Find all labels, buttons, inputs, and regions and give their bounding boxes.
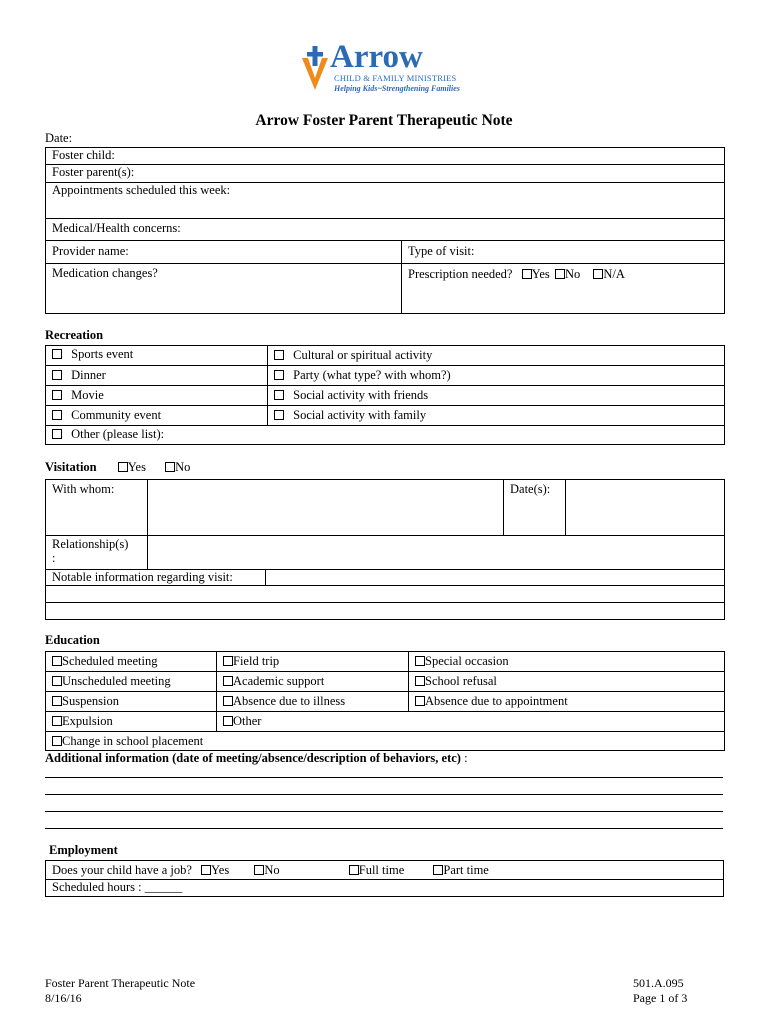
recreation-movie-cell xyxy=(46,386,268,406)
suspension-checkbox[interactable] xyxy=(52,696,62,706)
edu-cell xyxy=(217,692,409,712)
dates-label: Date(s): xyxy=(510,482,551,496)
scheduled-hours-label: Scheduled hours : ______ xyxy=(52,880,183,894)
notable-label-cell xyxy=(46,570,266,586)
community-event-label: Community event xyxy=(71,408,162,422)
expulsion-checkbox[interactable] xyxy=(52,716,62,726)
medical-label: Medical/Health concerns: xyxy=(52,221,181,235)
foster-child-field[interactable] xyxy=(46,148,725,165)
recreation-sports-cell xyxy=(46,346,268,366)
additional-line-1[interactable] xyxy=(45,777,723,778)
visitation-no-label: No xyxy=(175,460,191,474)
additional-info xyxy=(45,751,468,766)
prescription-na-checkbox[interactable] xyxy=(593,269,603,279)
social-family-checkbox[interactable] xyxy=(274,410,284,420)
type-of-visit-field[interactable] xyxy=(402,241,725,264)
footer-page-number: Page 1 of 3 xyxy=(633,991,688,1005)
visitation-yes-label: Yes xyxy=(127,460,146,474)
social-friends-checkbox[interactable] xyxy=(274,390,284,400)
suspension-label: Suspension xyxy=(62,694,119,708)
prescription-yes-checkbox[interactable] xyxy=(522,269,532,279)
footer-right xyxy=(633,976,687,1006)
edu-cell xyxy=(409,652,725,672)
academic-support-label: Academic support xyxy=(233,674,325,688)
recreation-friends-cell xyxy=(268,386,725,406)
additional-line-2[interactable] xyxy=(45,794,723,795)
recreation-party-cell xyxy=(268,366,725,386)
dates-field[interactable] xyxy=(566,480,725,536)
job-no-label: No xyxy=(264,863,280,877)
edu-cell xyxy=(217,712,725,732)
appointments-label: Appointments scheduled this week: xyxy=(52,183,231,197)
provider-label: Provider name: xyxy=(52,244,129,258)
job-question-label: Does your child have a job? xyxy=(52,863,192,877)
movie-label: Movie xyxy=(71,388,104,402)
edu-cell xyxy=(46,692,217,712)
prescription-na-label: N/A xyxy=(603,267,625,281)
sports-event-checkbox[interactable] xyxy=(52,349,62,359)
prescription-no-checkbox[interactable] xyxy=(555,269,565,279)
visitation-no-checkbox[interactable] xyxy=(165,462,175,472)
visitation-yes-checkbox[interactable] xyxy=(118,462,128,472)
provider-field[interactable] xyxy=(46,241,402,264)
employment-table xyxy=(45,860,724,897)
edu-cell xyxy=(409,692,725,712)
change-placement-label: Change in school placement xyxy=(62,734,204,748)
recreation-other-cell xyxy=(46,426,725,445)
appointments-field[interactable] xyxy=(46,183,725,219)
change-placement-checkbox[interactable] xyxy=(52,736,62,746)
relationship-colon: : xyxy=(52,551,56,565)
relationship-label-cell xyxy=(46,536,148,570)
logo-name: Arrow xyxy=(330,39,423,75)
education-table xyxy=(45,651,725,751)
foster-child-label: Foster child: xyxy=(52,148,115,162)
visitation-heading: Visitation xyxy=(45,460,97,474)
recreation-family-cell xyxy=(268,406,725,426)
notable-line-1[interactable] xyxy=(46,586,725,603)
arrow-logo-icon xyxy=(300,44,330,94)
edu-cell xyxy=(46,652,217,672)
footer-form-number: 501.A.095 xyxy=(633,976,684,990)
employment-question-cell xyxy=(46,861,724,880)
scheduled-meeting-label: Scheduled meeting xyxy=(62,654,158,668)
footer-date: 8/16/16 xyxy=(45,991,82,1005)
scheduled-meeting-checkbox[interactable] xyxy=(52,656,62,666)
party-checkbox[interactable] xyxy=(274,370,284,380)
with-whom-label-cell xyxy=(46,480,148,536)
academic-support-checkbox[interactable] xyxy=(223,676,233,686)
recreation-table xyxy=(45,345,725,445)
additional-line-3[interactable] xyxy=(45,811,723,812)
additional-line-4[interactable] xyxy=(45,828,723,829)
medication-changes-field[interactable] xyxy=(46,264,402,314)
edu-cell xyxy=(46,732,725,751)
job-yes-label: Yes xyxy=(211,863,230,877)
date-label: Date: xyxy=(45,131,73,145)
medication-changes-label: Medication changes? xyxy=(52,266,158,280)
social-family-label: Social activity with family xyxy=(293,408,427,422)
special-occasion-checkbox[interactable] xyxy=(415,656,425,666)
field-trip-checkbox[interactable] xyxy=(223,656,233,666)
recreation-community-cell xyxy=(46,406,268,426)
notable-line-2[interactable] xyxy=(46,603,725,620)
absence-illness-checkbox[interactable] xyxy=(223,696,233,706)
medical-field[interactable] xyxy=(46,219,725,241)
part-time-checkbox[interactable] xyxy=(433,865,443,875)
notable-field[interactable] xyxy=(266,570,725,586)
unscheduled-meeting-label: Unscheduled meeting xyxy=(62,674,171,688)
relationship-field[interactable] xyxy=(148,536,725,570)
visitation-header xyxy=(45,460,190,475)
footer-form-name: Foster Parent Therapeutic Note xyxy=(45,976,196,990)
footer-left xyxy=(45,976,195,1006)
absence-appointment-checkbox[interactable] xyxy=(415,696,425,706)
cultural-activity-label: Cultural or spiritual activity xyxy=(293,348,433,362)
dinner-checkbox[interactable] xyxy=(52,370,62,380)
page-title: Arrow Foster Parent Therapeutic Note xyxy=(255,112,513,129)
edu-cell xyxy=(217,652,409,672)
sports-event-label: Sports event xyxy=(71,347,134,361)
absence-illness-label: Absence due to illness xyxy=(233,694,346,708)
additional-info-label: Additional information (date of meeting/absence/description of behaviors, etc) xyxy=(45,751,461,765)
prescription-label: Prescription needed? xyxy=(408,267,513,281)
party-label: Party (what type? with whom?) xyxy=(293,368,451,382)
general-info-table xyxy=(45,147,725,314)
with-whom-label: With whom: xyxy=(52,482,115,496)
prescription-no-label: No xyxy=(564,267,581,281)
field-trip-label: Field trip xyxy=(233,654,280,668)
education-heading: Education xyxy=(45,633,100,647)
other-recreation-checkbox[interactable] xyxy=(52,429,62,439)
relationship-label: Relationship(s) xyxy=(52,537,129,551)
full-time-checkbox[interactable] xyxy=(349,865,359,875)
recreation-cultural-cell xyxy=(268,346,725,366)
part-time-label: Part time xyxy=(443,863,489,877)
movie-checkbox[interactable] xyxy=(52,390,62,400)
foster-parents-label: Foster parent(s): xyxy=(52,165,135,179)
special-occasion-label: Special occasion xyxy=(425,654,509,668)
edu-cell xyxy=(409,672,725,692)
school-refusal-checkbox[interactable] xyxy=(415,676,425,686)
scheduled-hours-cell[interactable] xyxy=(46,880,724,897)
other-education-checkbox[interactable] xyxy=(223,716,233,726)
expulsion-label: Expulsion xyxy=(62,714,113,728)
job-yes-checkbox[interactable] xyxy=(201,865,211,875)
prescription-field xyxy=(402,264,725,314)
logo xyxy=(298,39,468,98)
logo-subtitle: CHILD & FAMILY MINISTRIES xyxy=(334,73,457,83)
logo-tagline: Helping Kids~Strengthening Families xyxy=(334,84,460,93)
type-of-visit-label: Type of visit: xyxy=(408,244,475,258)
job-no-checkbox[interactable] xyxy=(254,865,264,875)
social-friends-label: Social activity with friends xyxy=(293,388,429,402)
absence-appointment-label: Absence due to appointment xyxy=(425,694,568,708)
dates-label-cell xyxy=(504,480,566,536)
edu-cell xyxy=(217,672,409,692)
other-recreation-label: Other (please list): xyxy=(71,427,165,441)
edu-cell xyxy=(46,672,217,692)
foster-parents-field[interactable] xyxy=(46,165,725,183)
other-education-label: Other xyxy=(233,714,262,728)
cultural-activity-checkbox[interactable] xyxy=(274,350,284,360)
recreation-dinner-cell xyxy=(46,366,268,386)
visitation-table xyxy=(45,479,725,620)
school-refusal-label: School refusal xyxy=(425,674,497,688)
with-whom-field[interactable] xyxy=(148,480,504,536)
notable-label: Notable information regarding visit: xyxy=(52,570,233,584)
prescription-yes-label: Yes xyxy=(531,267,550,281)
unscheduled-meeting-checkbox[interactable] xyxy=(52,676,62,686)
employment-heading: Employment xyxy=(49,843,118,857)
full-time-label: Full time xyxy=(358,863,405,877)
additional-info-colon: : xyxy=(464,751,468,765)
dinner-label: Dinner xyxy=(71,368,106,382)
edu-cell xyxy=(46,712,217,732)
recreation-heading: Recreation xyxy=(45,328,104,342)
community-event-checkbox[interactable] xyxy=(52,410,62,420)
